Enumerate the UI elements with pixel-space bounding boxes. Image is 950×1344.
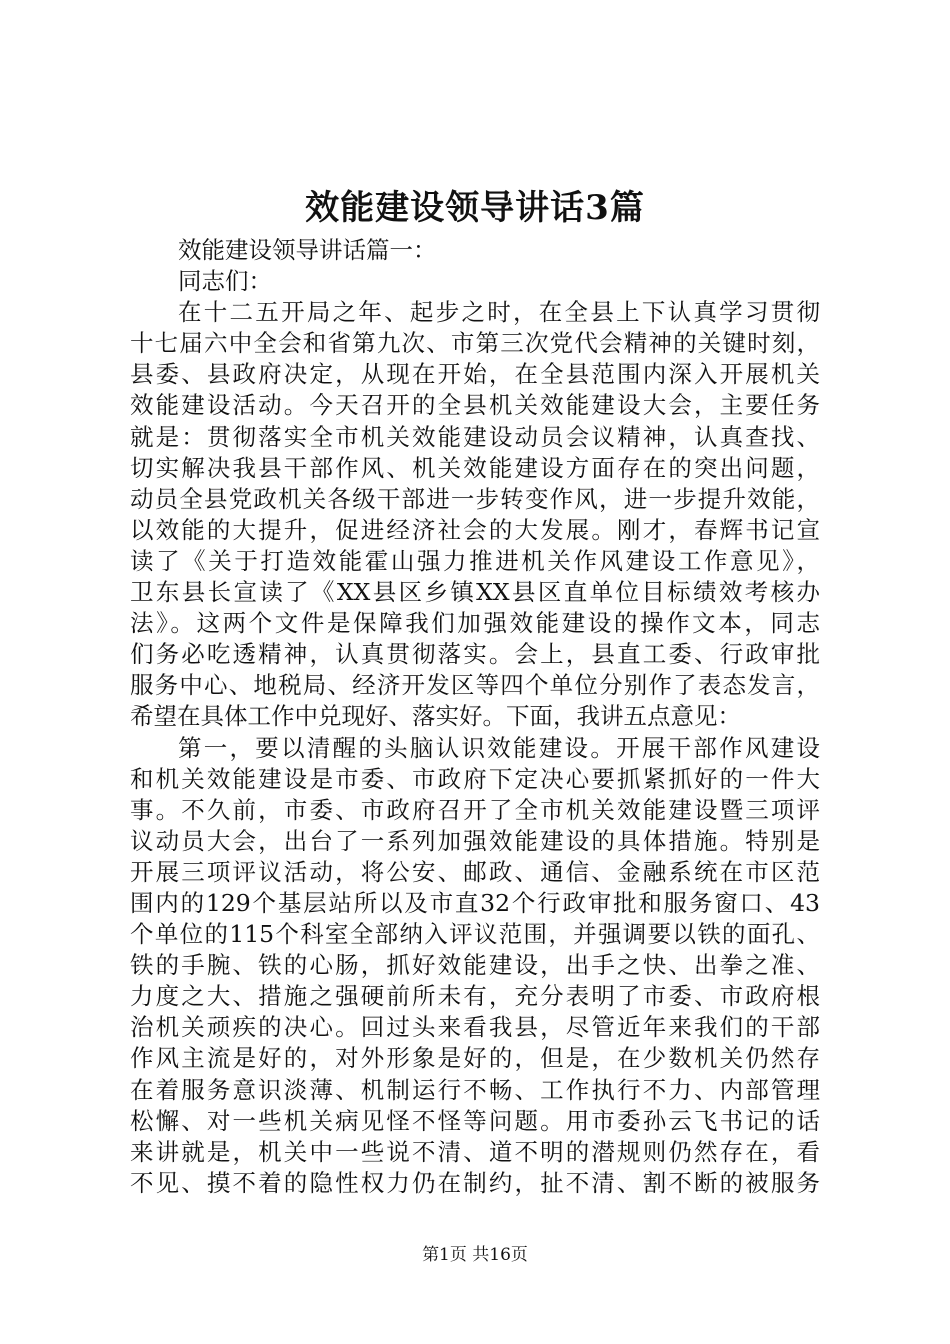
paragraph-line: 不见、摸不着的隐性权力仍在制约，扯不清、割不断的被服务 <box>130 1168 820 1197</box>
paragraph-line: 们务必吃透精神，认真贯彻落实。会上，县直工委、行政审批 <box>130 640 820 669</box>
paragraph-line: 希望在具体工作中兑现好、落实好。下面，我讲五点意见： <box>130 702 741 731</box>
paragraph-line: 服务中心、地税局、经济开发区等四个单位分别作了表态发言， <box>130 671 820 700</box>
paragraph-line: 县委、县政府决定，从现在开始，在全县范围内深入开展机关 <box>130 360 820 389</box>
page-footer: 第1页 共16页 <box>422 1245 528 1265</box>
paragraph-line: 议动员大会，出台了一系列加强效能建设的具体措施。特别是 <box>130 826 820 855</box>
paragraph-line: 松懈、对一些机关病见怪不怪等问题。用市委孙云飞书记的话 <box>130 1106 820 1135</box>
paragraph-line: 在十二五开局之年、起步之时，在全县上下认真学习贯彻 <box>178 298 820 327</box>
paragraph-line: 个单位的115个科室全部纳入评议范围，并强调要以铁的面孔、 <box>130 920 820 949</box>
paragraph-line: 就是：贯彻落实全市机关效能建设动员会议精神，认真查找、 <box>130 422 820 451</box>
paragraph-line: 切实解决我县干部作风、机关效能建设方面存在的突出问题， <box>130 453 820 482</box>
paragraph-line: 事。不久前，市委、市政府召开了全市机关效能建设暨三项评 <box>130 795 820 824</box>
paragraph-line: 卫东县长宣读了《XX县区乡镇XX县区直单位目标绩效考核办 <box>130 578 820 607</box>
paragraph-line: 读了《关于打造效能霍山强力推进机关作风建设工作意见》， <box>130 546 820 575</box>
salutation: 同志们： <box>178 267 272 296</box>
paragraph-line: 十七届六中全会和省第九次、市第三次党代会精神的关键时刻， <box>130 329 820 358</box>
paragraph-line: 以效能的大提升，促进经济社会的大发展。刚才，春辉书记宣 <box>130 515 820 544</box>
paragraph-line: 效能建设活动。今天召开的全县机关效能建设大会，主要任务 <box>130 391 820 420</box>
paragraph-line: 法》。这两个文件是保障我们加强效能建设的操作文本，同志 <box>130 609 820 638</box>
paragraph-line: 治机关顽疾的决心。回过头来看我县，尽管近年来我们的干部 <box>130 1013 820 1042</box>
paragraph-line: 和机关效能建设是市委、市政府下定决心要抓紧抓好的一件大 <box>130 764 820 793</box>
paragraph-line: 在着服务意识淡薄、机制运行不畅、工作执行不力、内部管理 <box>130 1075 820 1104</box>
section-heading: 效能建设领导讲话篇一： <box>178 236 437 264</box>
paragraph-line: 来讲就是，机关中一些说不清、道不明的潜规则仍然存在，看 <box>130 1137 820 1166</box>
paragraph-line: 围内的129个基层站所以及市直32个行政审批和服务窗口、43 <box>130 888 820 917</box>
paragraph-line: 动员全县党政机关各级干部进一步转变作风，进一步提升效能， <box>130 484 820 513</box>
paragraph-line: 力度之大、措施之强硬前所未有，充分表明了市委、市政府根 <box>130 982 820 1011</box>
paragraph-line: 作风主流是好的，对外形象是好的，但是，在少数机关仍然存 <box>130 1044 820 1073</box>
paragraph-line: 第一，要以清醒的头脑认识效能建设。开展干部作风建设 <box>178 733 820 762</box>
paragraph-line: 开展三项评议活动，将公安、邮政、通信、金融系统在市区范 <box>130 857 820 886</box>
document-title: 效能建设领导讲话3篇 <box>305 188 645 228</box>
document-body <box>130 235 820 1199</box>
paragraph-line: 铁的手腕、铁的心肠，抓好效能建设，出手之快、出拳之准、 <box>130 951 820 980</box>
